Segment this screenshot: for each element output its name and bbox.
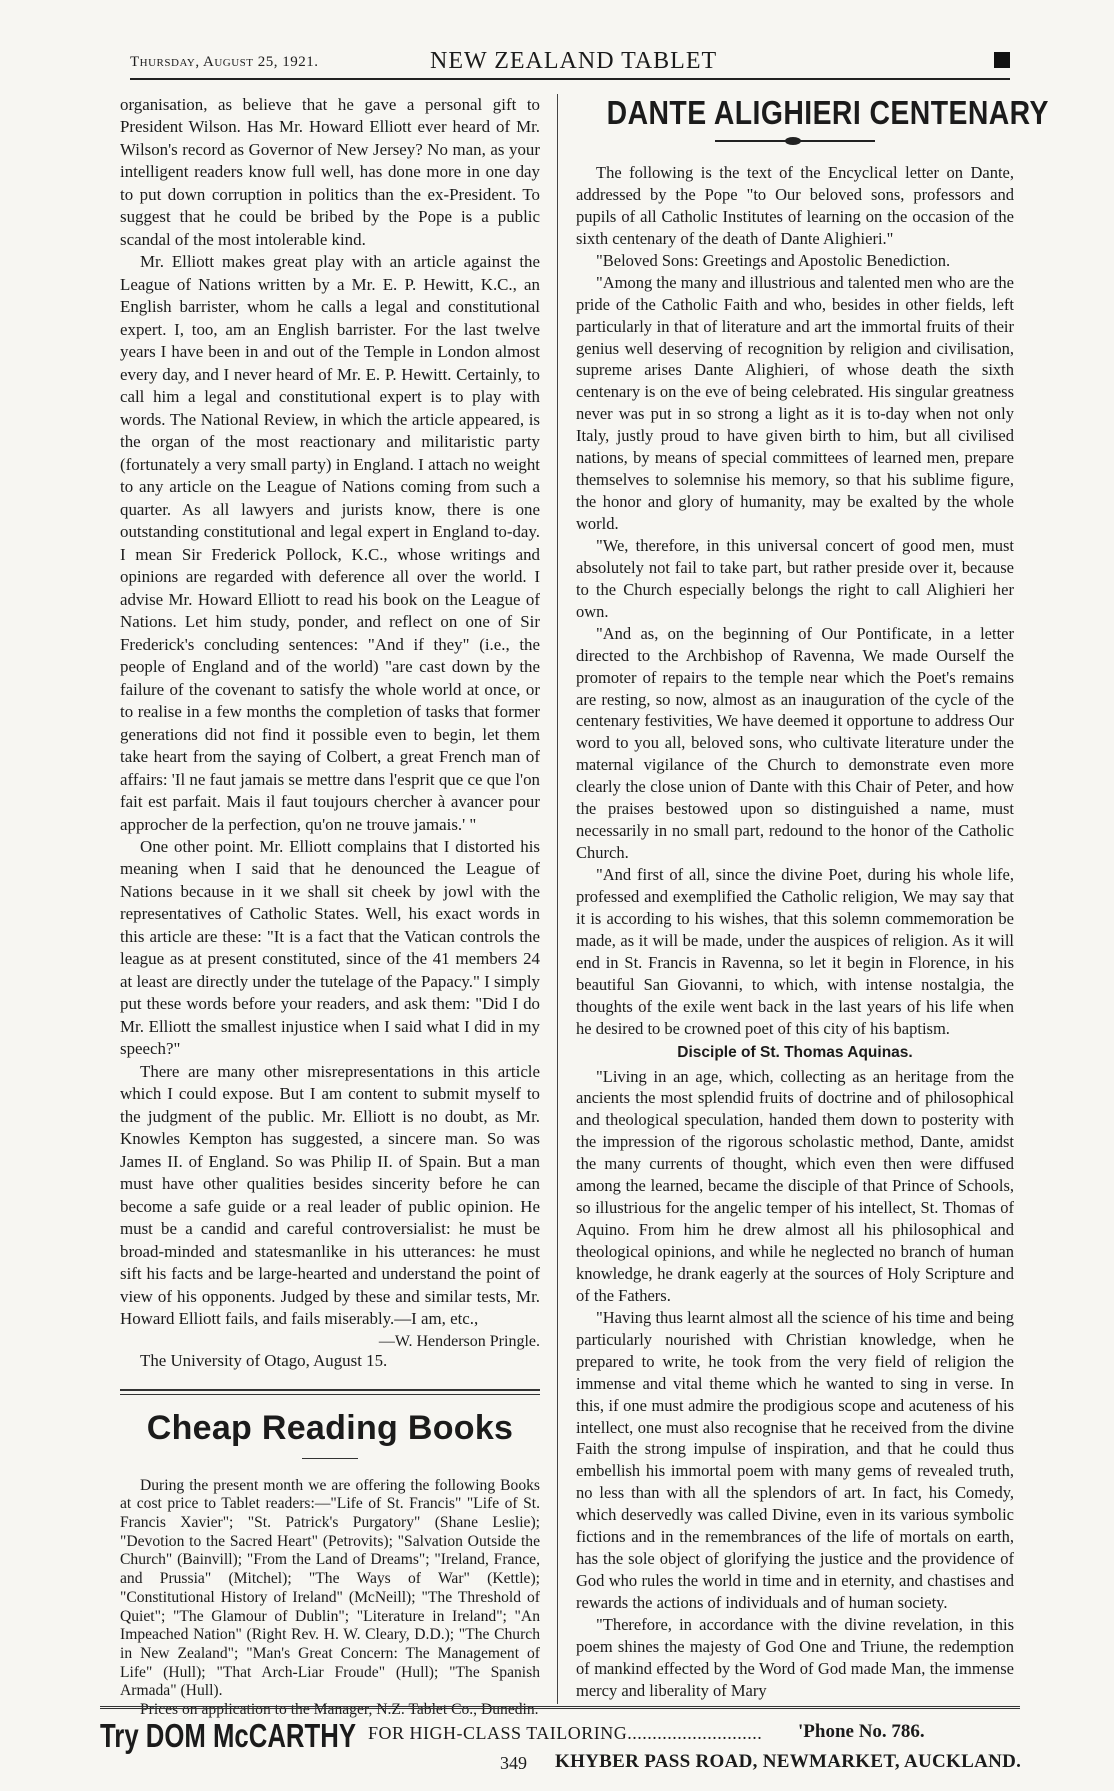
footer-advert [100, 1706, 1020, 1779]
article-paragraph: The following is the text of the Encyclical letter on Dante, addressed by the Pope "to Our beloved sons, professors and pupils of all Catholic Institutes of learning on the occasion of the sixth centenary of the death of Dante Alighieri." [576, 163, 1014, 248]
article-paragraph: "We, therefore, in this universal concert of good men, must absolutely not fail to take part, but rather preside over it, because to the Church especially belongs the right to call Alighieri her own. [576, 535, 1014, 621]
article-paragraph: "Therefore, in accordance with the divine revelation, in this poem shines the majesty of God One and Triune, the redemption of mankind effected by the Word of God made Man, the immense mercy and liberality of Mary [576, 1614, 1014, 1700]
article-paragraph: "Having thus learnt almost all the science of his time and being particularly nourished with Christian knowledge, when he prepared to write, he took from the very field of religion the immense and vital theme which he wanted to sing in verse. In this, if one must admire the prodigious scope and acuteness of his intellect, one must also recognise that he received from the divine Faith the strong impulse of inspiration, and that he could thus embellish his immortal poem with many gems of revealed truth, no less than with all the splendors of art. In fact, his Comedy, which deservedly was called Divine, even in its various symbolic fictions and in the remembrances of the life of mortals on earth, has the sole object of glorifying the justice and the providence of God who rules the world in time and in eternity, and chastises and rewards the actions of individuals and of human society. [576, 1307, 1014, 1612]
ad-body [120, 1477, 540, 1720]
section-rule [120, 1389, 540, 1395]
article-paragraph: "Among the many and illustrious and talented men who are the pride of the Catholic Faith and who, besides in other fields, left particularly in that of literature and art the immortal fruits of their genius well deserving of recognition by religion and civilisation, supreme arises Dante Alighieri, of whose death the sixth centenary is on the eve of being celebrated. His singular greatness never was put in so strong a light as it is to-day when not only Italy, justly proud to have given birth to him, but all civilised nations, by means of special committees of learned men, prepare themselves to solemnise his memory, so that his sublime figure, the honor and glory of humanity, may be exalted by the whole world. [576, 272, 1014, 533]
ad-title-rule [302, 1458, 358, 1459]
article-subhead: Disciple of St. Thomas Aquinas. [677, 1043, 913, 1061]
article-title: DANTE ALIGHIERI CENTENARY [606, 94, 1049, 131]
letter-signature: —W. Henderson Pringle. [378, 1332, 540, 1350]
footer-tailoring: FOR HIGH-CLASS TAILORING........................... [368, 1723, 763, 1743]
footer-phone: 'Phone No. 786. [798, 1721, 925, 1742]
article-paragraph: "Living in an age, which, collecting as an heritage from the ancients the most splendid fruits of doctrine and of philosophical and theological speculation, handed them down to posterity with the impression of the rigorous scholastic method, Dante, amidst the many currents of thought, which even then were diffused among the learned, became the disciple of that Prince of Schools, so illustrious for the angelic temper of his intellect, St. Thomas of Aquino. From him he drew almost all his philosophical and theological opinions, and while he neglected no branch of human knowledge, he drank eagerly at the sources of Holy Scripture and of the Fathers. [576, 1066, 1014, 1305]
masthead [130, 48, 1010, 80]
article-paragraph: "And first of all, since the divine Poet, during his whole life, professed and exemplified the Catholic religion, We may say that it is according to his wishes, that this solemn commemoration be made, as it will be made, under the auspices of religion. As it will end in St. Francis in Ravenna, so let it begin in Florence, in his beautiful San Giovanni, to which, with intense nostalgia, the thoughts of the exile went back in the last years of his life when he desired to be crowned poet of this city of his baptism. [576, 865, 1014, 1038]
letter-paragraph: One other point. Mr. Elliott complains that I distorted his meaning when I said that he denounced the League of Nations because in it we shall sit cheek by jowl with the representatives of Catholic States. Well, his exact words in this article are these: "It is a fact that the Vatican controls the league as at present constituted, since of the 41 members 24 at least are directly under the tutelage of the Papacy." I simply put these words before your readers, and ask them: "Did I do Mr. Elliott the smallest injustice when I said what I did in my speech?" [120, 836, 540, 1059]
footer-address: KHYBER PASS ROAD, NEWMARKET, AUCKLAND. [555, 1751, 1022, 1772]
left-column [120, 94, 540, 1720]
letter-paragraph: organisation, as believe that he gave a personal gift to President Wilson. Has Mr. Howard Elliott ever heard of Mr. Wilson's record as Governor of New Jersey? No man, as your intelligent readers know full well, has done more in one day to put down corruption in politics than the ex-President. To suggest that he could be bribed by the Pope is a public scandal of the most intolerable kind. [120, 95, 540, 249]
ad-title: Cheap Reading Books [146, 1408, 514, 1447]
title-ornament [715, 140, 875, 142]
column-divider [557, 94, 558, 1704]
footer-brand: Try DOM McCARTHY [100, 1717, 356, 1754]
letter-paragraph: Mr. Elliott makes great play with an article against the League of Nations written by a Mr. E. P. Hewitt, K.C., an English barrister, whom he calls a legal and constitutional expert. I, too, am an English barrister. For the last twelve years I have been in and out of the Temple in London almost every day, and I never heard of Mr. E. P. Hewitt. Certainly, to call him a legal and constitutional expert is to play with words. The National Review, in which the article appeared, is the organ of the most reactionary and militaristic party (fortunately a very small party) in England. I attach no weight to any article on the League of Nations coming from such a quarter. As all lawyers and jurists know, there is one outstanding constitutional and legal expert in England to-day. I mean Sir Frederick Pollock, K.C., whose writings and opinions are regarded with deference all over the world. I advise Mr. Howard Elliott to read his book on the League of Nations. Let him study, ponder, and reflect on one of Sir Frederick's concluding sentences: "And if they" (i.e., the people of England and of the world) "are cast down by the failure of the covenant to satisfy the whole world at once, or to realise in a few months the completion of tasks that former generations did not find it possible even to begin, let them take heart from the saying of Colbert, a great French man of affairs: 'Il ne faut jamais se mettre dans l'esprit que ce que l'on fait est parfait. Mais il faut toujours chercher à avancer pour approcher de la perfection, qu'on ne trouve jamais.' " [120, 252, 540, 834]
letter-institution: The University of Otago, August 15. [140, 1350, 388, 1370]
paper-title: NEW ZEALAND TABLET [430, 48, 718, 74]
issue-date: Thursday, August 25, 1921. [130, 54, 319, 70]
right-column [576, 94, 1049, 1702]
article-paragraph: "Beloved Sons: Greetings and Apostolic Benediction. [596, 250, 951, 270]
page-number: 349 [500, 1753, 527, 1773]
ad-prices: Prices on application to the Manager, N.Z. Tablet Co., Dunedin. [140, 1701, 539, 1719]
page-marker-icon [994, 52, 1010, 68]
letter-paragraph: There are many other misrepresentations in this article which I could expose. But I am content to submit myself to the judgment of the public. Mr. Elliott is no doubt, as Mr. Knowles Kempton has suggested, a sincere man. So was James II. of England. So was Philip II. of Spain. But a man must have other qualities besides sincerity before he can become a safe guide or a real leader of public opinion. He must be a candid and careful controversialist: he must be broad-minded and statesmanlike in his utterances: he must sift his facts and be large-hearted and understand the point of view of his opponents. Judged by these and similar tests, Mr. Howard Elliott fails, and fails miserably.—I am, etc., [120, 1061, 540, 1329]
ad-paragraph: During the present month we are offering the following Books at cost price to Tablet readers:—"Life of St. Francis" "Life of St. Francis Xavier"; "St. Patrick's Purgatory" (Shane Leslie); "Devotion to the Sacred Heart" (Petrovits); "Salvation Outside the Church" (Bainvill); "From the Land of Dreams"; "Ireland, France, and Prussia" (Mitchel); "The Ways of War" (Kettle); "Constitutional History of Ireland" (McNeill); "The Threshold of Quiet"; "The Glamour of Dublin"; "Literature in Ireland"; "An Impeached Nation" (Right Rev. H. W. Cleary, D.D.); "The Church in New Zealand"; "Man's Great Concern: The Management of Life" (Hull); "That Arch-Liar Froude" (Hull); "The Spanish Armada" (Hull). [120, 1476, 540, 1700]
article-paragraph: "And as, on the beginning of Our Pontificate, in a letter directed to the Archbishop of Ravenna, We made Ourself the promoter of repairs to the temple near which the Poet's remains are resting, so now, almost as an inauguration of the cycle of the centenary festivities, We have deemed it opportune to address Our word to you all, beloved sons, who cultivate literature under the maternal vigilance of the Church to demonstrate even more clearly the close union of Dante with this Chair of Peter, and how the praises bestowed upon so distinguished a name, must necessarily in no small part, redound to the honor of the Catholic Church. [576, 623, 1014, 863]
